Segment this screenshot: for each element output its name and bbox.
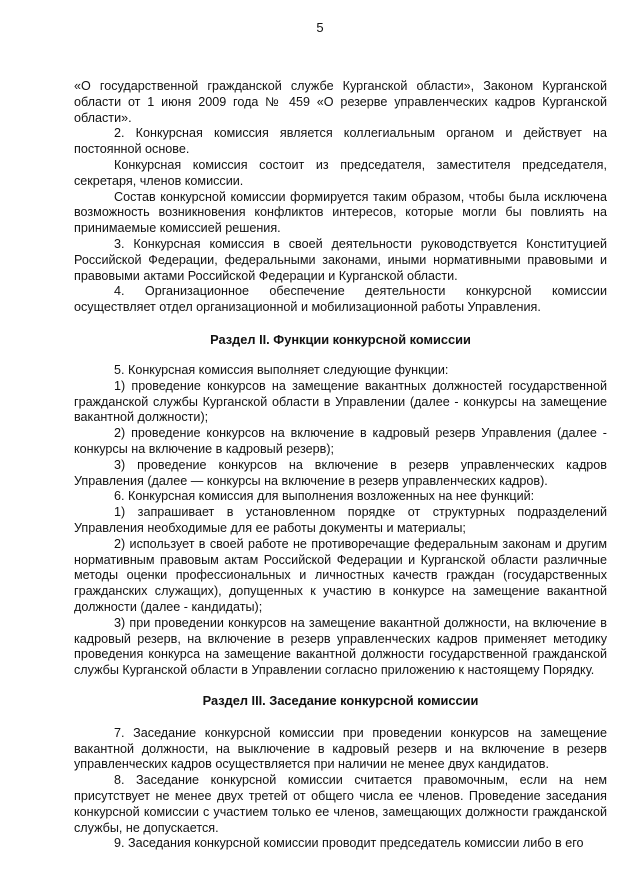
paragraph-item-6-1: 1) запрашивает в установленном порядке от структурных подразделений Управления необходимые для ее работы документы и материалы; — [74, 505, 607, 535]
paragraph-item-7: 7. Заседание конкурсной комиссии при проведении конкурсов на замещение вакантной должности, на выключение в кадровый резерв и на включение в резерв управленческих кадров осуществляется при наличии не менее двух кандидатов. — [74, 725, 607, 772]
paragraph-item-5: 5. Конкурсная комиссия выполняет следующие функции: — [114, 362, 449, 377]
paragraph-conflict-of-interest: Состав конкурсной комиссии формируется таким образом, чтобы была исключена возможность возникновения конфликтов интересов, которые могли бы повлиять на принимаемые комиссией решения. — [74, 189, 607, 236]
paragraph-item-5-2: 2) проведение конкурсов на включение в кадровый резерв Управления (далее - конкурсы на включение в кадровый резерв); — [74, 426, 607, 456]
section-3-title: Раздел III. Заседание конкурсной комиссии — [202, 692, 479, 708]
paragraph-commission-composition: Конкурсная комиссия состоит из председателя, заместителя председателя, секретаря, членов комиссии. — [74, 157, 607, 188]
paragraph-item-6: 6. Конкурсная комиссия для выполнения возложенных на нее функций: — [114, 489, 535, 504]
paragraph-item-9: 9. Заседания конкурсной комиссии проводит председатель комиссии либо в его — [114, 836, 584, 851]
paragraph-item-6-3: 3) при проведении конкурсов на замещение вакантной должности, на включение в кадровый резерв, на включение в резерв управленческих кадров применяет методику проведения конкурса на замещение вакантной должности государственной гражданской службы Курганской области в Управлении согласно приложению к настоящему Порядку. — [74, 615, 607, 678]
paragraph-item-2: 2. Конкурсная комиссия является коллегиальным органом и действует на постоянной основе. — [74, 126, 607, 157]
paragraph-item-5-3: 3) проведение конкурсов на включение в резерв управленческих кадров Управления (далее — конкурсы на включение в резерв управленческих кадров). — [74, 457, 607, 488]
paragraph-item-3: 3. Конкурсная комиссия в своей деятельности руководствуется Конституцией Российской Федерации, федеральными законами, иными нормативными правовыми и правовыми актами Российской Федерации и Курганской области. — [74, 236, 607, 283]
section-2-title: Раздел II. Функции конкурсной комиссии — [210, 331, 471, 347]
page-number: 5 — [316, 20, 324, 35]
paragraph-item-4: 4. Организационное обеспечение деятельности конкурсной комиссии осуществляет отдел организационной и мобилизационной работы Управления. — [74, 284, 607, 315]
paragraph-law-reference: «О государственной гражданской службе Курганской области», Законом Курганской области от 1 июня 2009 года № 459 «О резерве управленческих кадров Курганской области». — [74, 79, 607, 125]
paragraph-item-8: 8. Заседание конкурсной комиссии считается правомочным, если на нем присутствует не менее двух третей от общего числа ее членов. Проведение заседания конкурсной комиссии с участием только ее членов, замещающих должности гражданской службы, не допускается. — [74, 773, 607, 835]
document-body — [74, 79, 607, 852]
paragraph-item-6-2: 2) использует в своей работе не противоречащие федеральным законам и другим нормативным правовым актам Российской Федерации и Курганской области различные методы оценки профессиональных и личностных качеств граждан (государственных гражданских служащих), допущенных к участию в конкурсе на замещение вакантной должности (далее - кандидаты); — [74, 536, 607, 614]
paragraph-item-5-1: 1) проведение конкурсов на замещение вакантных должностей государственной гражданской службы Курганской области в Управлении (далее - конкурсы на замещение вакантной должности); — [74, 378, 607, 425]
